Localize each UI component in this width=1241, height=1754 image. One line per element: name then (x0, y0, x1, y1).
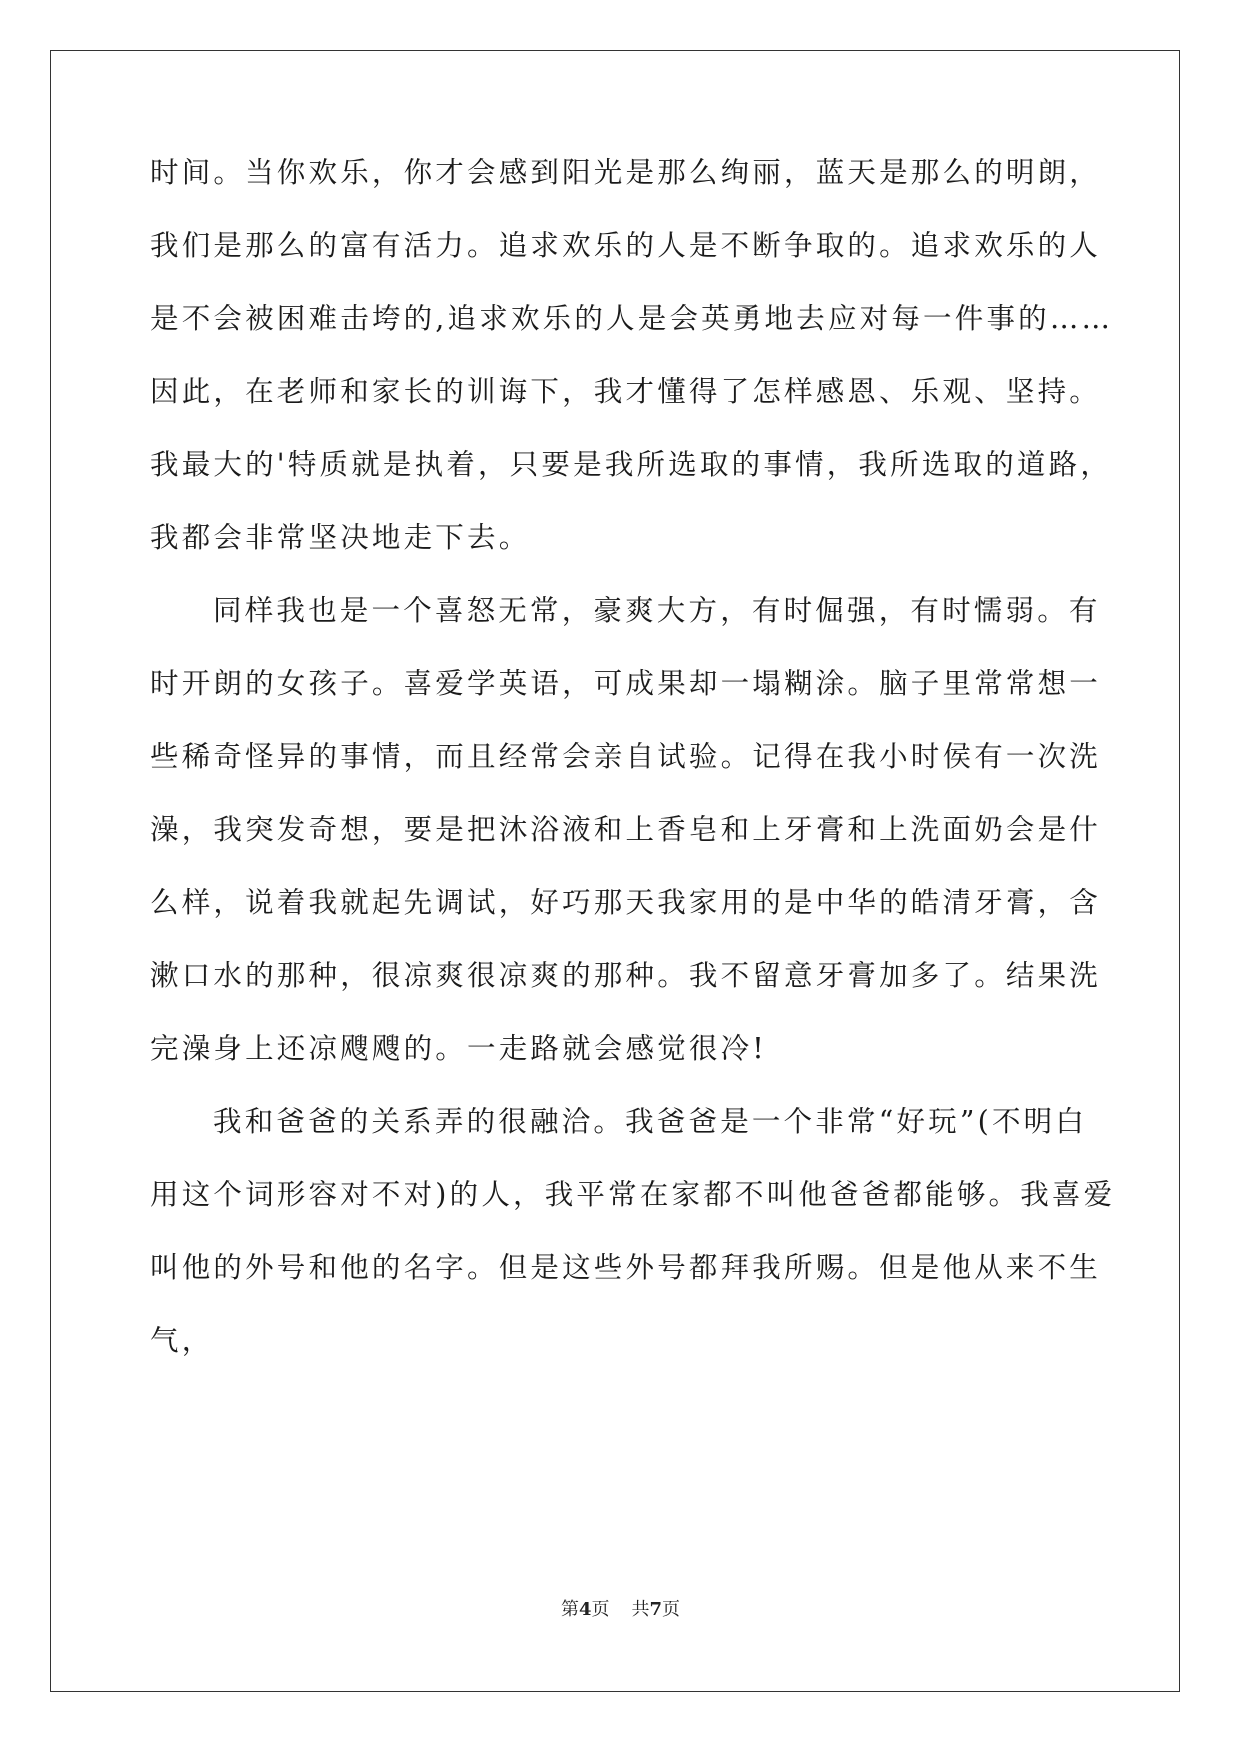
page-footer (0, 1598, 1241, 1622)
page-current: 4 (578, 1599, 592, 1620)
text-line-16: 叫他的外号和他的名字。但是这些外号都拜我所赐。但是他从来不生 (150, 1251, 1102, 1284)
text-line-15: 用这个词形容对不对)的人，我平常在家都不叫他爸爸都能够。我喜爱 (150, 1178, 1116, 1211)
text-line-8: 时开朗的女孩子。喜爱学英语，可成果却一塌糊涂。脑子里常常想一 (150, 667, 1102, 700)
text-line-12: 漱口水的那种，很凉爽很凉爽的那种。我不留意牙膏加多了。结果洗 (150, 959, 1102, 992)
text-line-6: 我都会非常坚决地走下去。 (150, 521, 531, 554)
text-line-3: 是不会被困难击垮的,追求欢乐的人是会英勇地去应对每一件事的…… (150, 302, 1114, 335)
text-line-1: 时间。当你欢乐，你才会感到阳光是那么绚丽，蓝天是那么的明朗， (150, 156, 1102, 189)
text-line-10: 澡，我突发奇想，要是把沐浴液和上香皂和上牙膏和上洗面奶会是什 (150, 813, 1102, 846)
text-line-9: 些稀奇怪异的事情，而且经常会亲自试验。记得在我小时侯有一次洗 (150, 740, 1102, 773)
text-line-4: 因此，在老师和家长的训诲下，我才懂得了怎样感恩、乐观、坚持。 (150, 375, 1102, 408)
page-prefix: 第 (560, 1599, 579, 1620)
text-line-14: 我和爸爸的关系弄的很融洽。我爸爸是一个非常“好玩”(不明白 (213, 1105, 1088, 1138)
page-total: 7 (649, 1599, 663, 1620)
text-line-2: 我们是那么的富有活力。追求欢乐的人是不断争取的。追求欢乐的人 (150, 229, 1102, 262)
page-suffix: 页 (591, 1599, 610, 1620)
total-suffix: 页 (662, 1599, 681, 1620)
text-line-7: 同样我也是一个喜怒无常，豪爽大方，有时倔强，有时懦弱。有 (213, 594, 1101, 627)
text-line-11: 么样，说着我就起先调试，好巧那天我家用的是中华的皓清牙膏，含 (150, 886, 1102, 919)
text-line-13: 完澡身上还凉飕飕的。一走路就会感觉很冷! (150, 1032, 767, 1065)
text-line-5: 我最大的'特质就是执着，只要是我所选取的事情，我所选取的道路， (150, 448, 1113, 481)
page-border (50, 50, 1180, 1692)
text-line-17: 气， (150, 1324, 214, 1357)
total-prefix: 共 (631, 1599, 650, 1620)
